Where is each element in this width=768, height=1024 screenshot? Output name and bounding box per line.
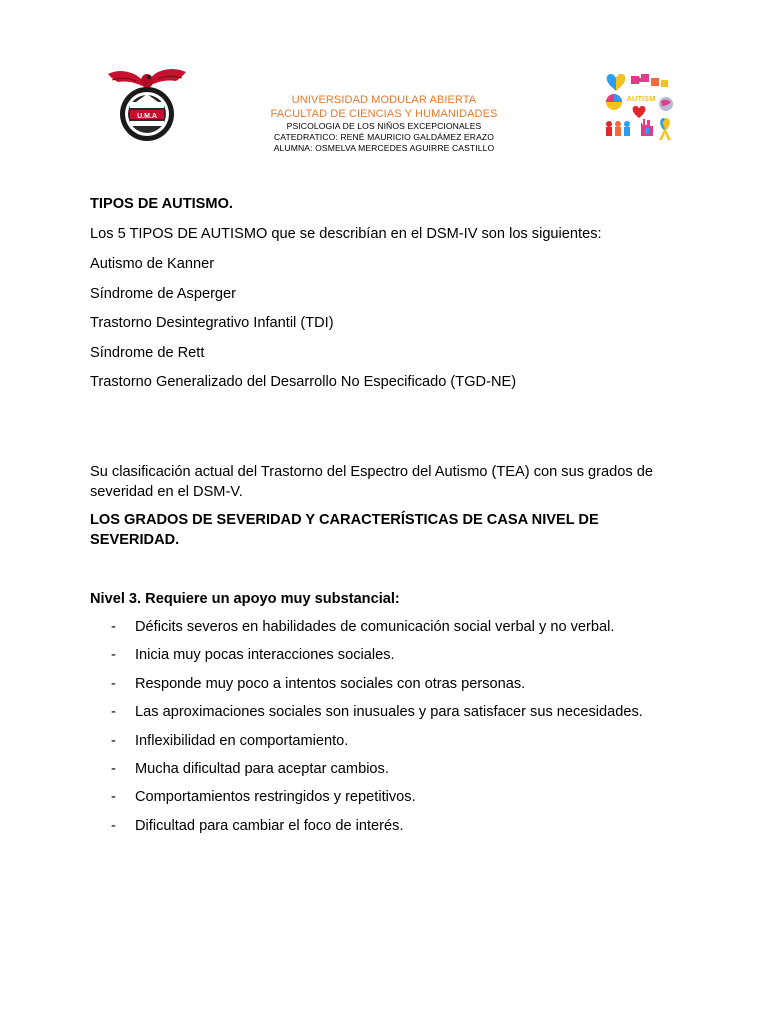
autism-puzzle-icon xyxy=(601,70,679,148)
bullet-dash: - xyxy=(111,675,116,692)
intro-paragraph: Los 5 TIPOS DE AUTISMO que se describían en el DSM-IV son los siguientes: xyxy=(90,226,602,242)
student-name: ALUMNA: OSMELVA MERCEDES AGUIRRE CASTILLO xyxy=(273,143,495,153)
autism-types-list xyxy=(90,255,516,403)
tea-paragraph: Su clasificación actual del Trastorno del Espectro del Autismo (TEA) con sus grados de severidad en el DSM-V. xyxy=(90,464,653,500)
severity-heading: LOS GRADOS DE SEVERIDAD Y CARACTERÍSTICAS DE CASA NIVEL DE SEVERIDAD. xyxy=(90,512,599,548)
list-item: Trastorno Desintegrativo Infantil (TDI) xyxy=(90,315,334,331)
list-item: Autismo de Kanner xyxy=(90,256,215,272)
svg-text:AUTISM: AUTISM xyxy=(626,94,656,103)
professor-name: CATEDRATICO: RENÉ MAURICIO GALDÁMEZ ERAZO xyxy=(273,132,495,142)
bullet-dash: - xyxy=(111,647,116,664)
list-item-text: Mucha dificultad para aceptar cambios. xyxy=(135,760,389,777)
bullet-dash: - xyxy=(111,704,116,721)
list-item-text: Comportamientos restringidos y repetitivos. xyxy=(135,789,416,806)
eagle-seal-icon xyxy=(106,64,188,144)
bullet-dash: - xyxy=(111,619,116,635)
list-item: Trastorno Generalizado del Desarrollo No Especificado (TGD-NE) xyxy=(90,374,517,390)
list-item-text: Inflexibilidad en comportamiento. xyxy=(135,732,349,749)
list-item-text: Responde muy poco a intentos sociales con otras personas. xyxy=(135,675,526,692)
list-item: Síndrome de Asperger xyxy=(90,285,237,302)
document-header xyxy=(190,93,578,154)
svg-text:U.M.A: U.M.A xyxy=(137,113,157,120)
autism-logo xyxy=(601,70,679,148)
university-seal-logo xyxy=(106,64,188,144)
level-3-heading: Nivel 3. Requiere un apoyo muy substancial: xyxy=(90,591,400,607)
list-item: Síndrome de Rett xyxy=(90,344,205,361)
bullet-dash: - xyxy=(111,760,116,777)
faculty-name: FACULTAD DE CIENCIAS Y HUMANIDADES xyxy=(270,108,498,120)
document-title: TIPOS DE AUTISMO. xyxy=(90,196,233,212)
list-item-text: Déficits severos en habilidades de comunicación social verbal y no verbal. xyxy=(135,619,615,635)
bullet-dash: - xyxy=(111,732,116,749)
university-name: UNIVERSIDAD MODULAR ABIERTA xyxy=(291,94,477,106)
list-item-text: Las aproximaciones sociales son inusuales y para satisfacer sus necesidades. xyxy=(135,704,643,721)
list-item-text: Dificultad para cambiar el foco de interés. xyxy=(135,817,404,834)
bullet-dash: - xyxy=(111,789,116,806)
course-name: PSICOLOGIA DE LOS NIÑOS EXCEPCIONALES xyxy=(286,121,482,131)
list-item-text: Inicia muy pocas interacciones sociales. xyxy=(135,647,395,664)
bullet-dash: - xyxy=(111,817,116,834)
